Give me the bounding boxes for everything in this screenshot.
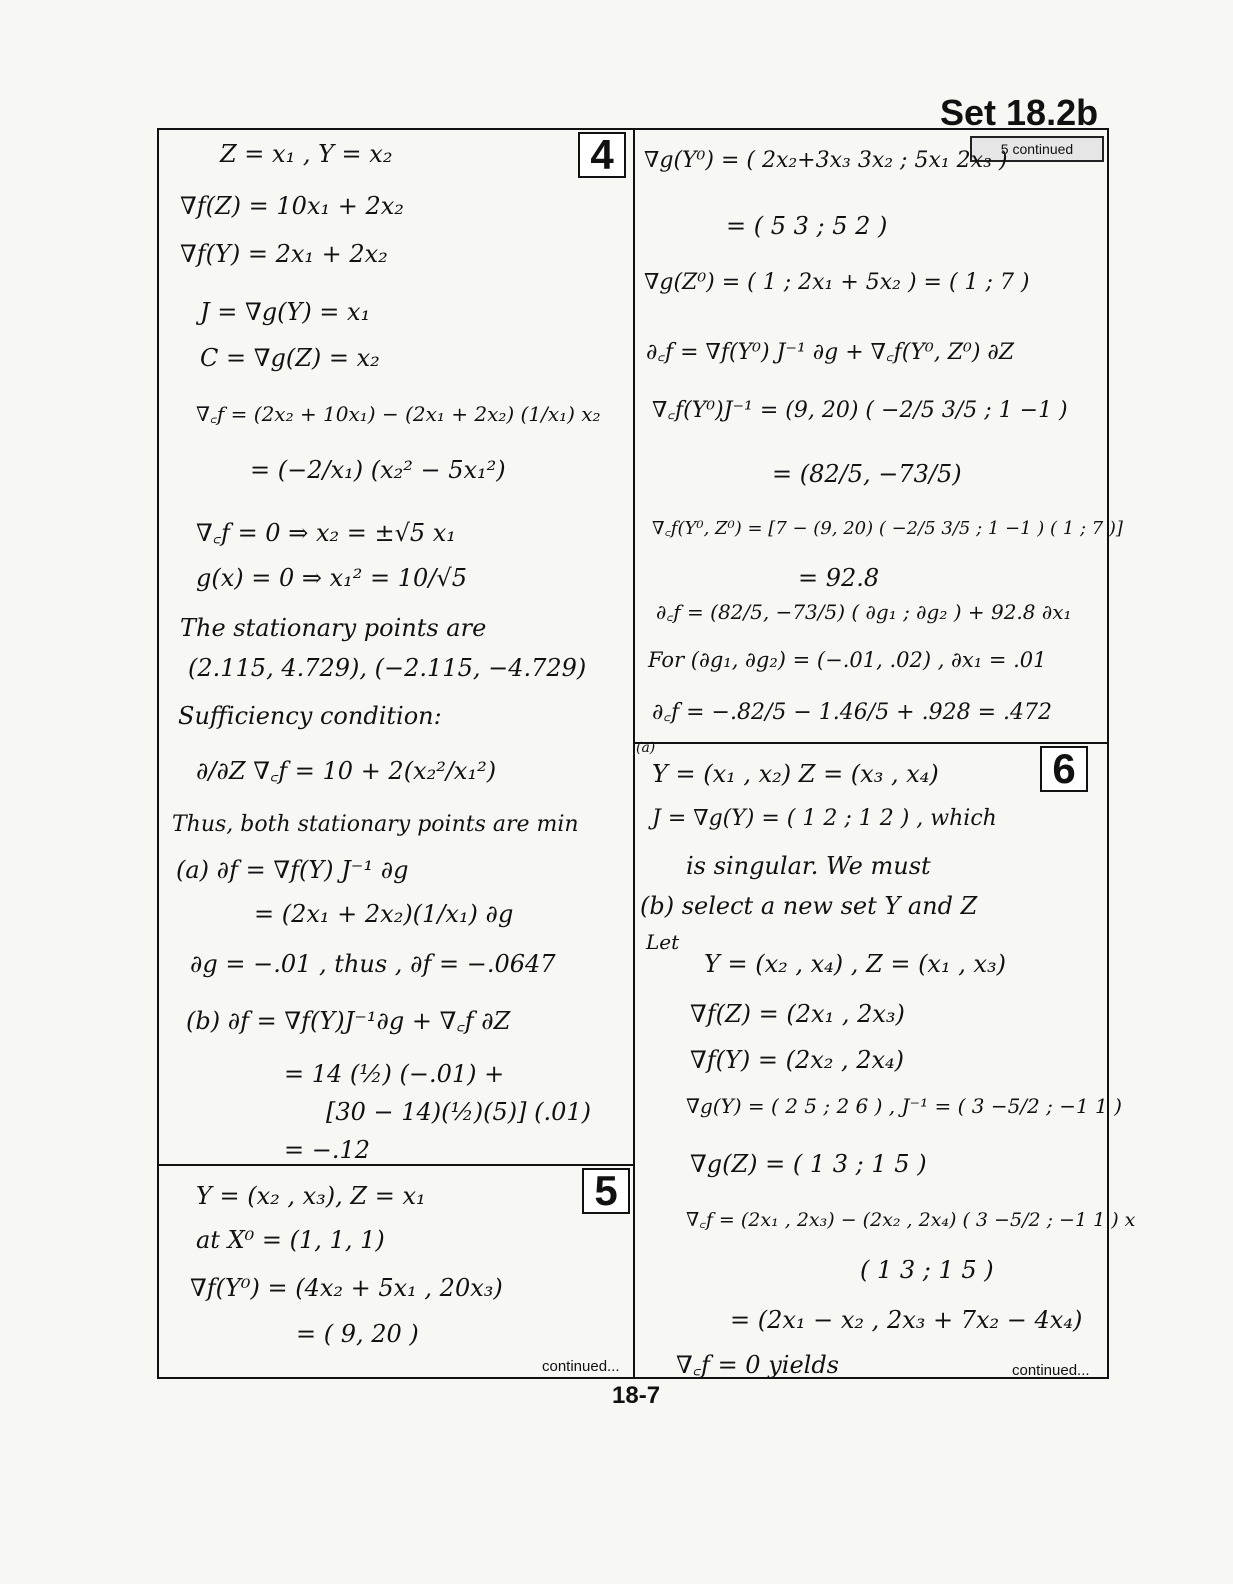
p4-line: = (2x₁ + 2x₂)(1/x₁) ∂g bbox=[254, 900, 514, 928]
p5-line: at X⁰ = (1, 1, 1) bbox=[196, 1226, 385, 1254]
p4-line: C = ∇g(Z) = x₂ bbox=[200, 344, 380, 372]
p5c-line: ∇꜀f(Y⁰, Z⁰) = [7 − (9, 20) ( −2/5 3/5 ; 1 −1 ) ( 1 ; 7 )] bbox=[652, 518, 1123, 539]
p6-line: ∇f(Y) = (2x₂ , 2x₄) bbox=[690, 1046, 905, 1074]
p6-line: Y = (x₁ , x₂) Z = (x₃ , x₄) bbox=[652, 760, 939, 788]
p5c-line: ∂꜀f = (82/5, −73/5) ( ∂g₁ ; ∂g₂ ) + 92.8 ∂x₁ bbox=[656, 600, 1072, 624]
p5-line: Y = (x₂ , x₃), Z = x₁ bbox=[196, 1182, 426, 1210]
p6-line: (b) select a new set Y and Z bbox=[640, 892, 978, 920]
p4-line: J = ∇g(Y) = x₁ bbox=[200, 298, 371, 326]
p4-line: Z = x₁ , Y = x₂ bbox=[220, 140, 393, 168]
p4-line: ∇꜀f = (2x₂ + 10x₁) − (2x₁ + 2x₂) (1/x₁) x₂ bbox=[196, 402, 601, 426]
p4-line: g(x) = 0 ⇒ x₁² = 10/√5 bbox=[196, 564, 467, 592]
problem-4-number: 4 bbox=[578, 132, 626, 178]
problem-6-number: 6 bbox=[1040, 746, 1088, 792]
p6-line: ∇g(Y) = ( 2 5 ; 2 6 ) , J⁻¹ = ( 3 −5/2 ; −1 1 ) bbox=[686, 1094, 1122, 1118]
p4-line: ∇f(Y) = 2x₁ + 2x₂ bbox=[180, 240, 388, 268]
set-title: Set 18.2b bbox=[940, 92, 1099, 133]
p5c-line: ∂꜀f = ∇f(Y⁰) J⁻¹ ∂g + ∇꜀f(Y⁰, Z⁰) ∂Z bbox=[646, 340, 1015, 365]
p5c-line: = (82/5, −73/5) bbox=[772, 460, 962, 488]
p4-line: Sufficiency condition: bbox=[178, 702, 442, 730]
page-number: 18-7 bbox=[612, 1382, 661, 1409]
p5c-line: ∇g(Z⁰) = ( 1 ; 2x₁ + 5x₂ ) = ( 1 ; 7 ) bbox=[644, 270, 1030, 295]
p6-line: Y = (x₂ , x₄) , Z = (x₁ , x₃) bbox=[704, 950, 1006, 978]
p6-line: = (2x₁ − x₂ , 2x₃ + 7x₂ − 4x₄) bbox=[730, 1306, 1083, 1334]
p6-line: J = ∇g(Y) = ( 1 2 ; 1 2 ) , which bbox=[652, 806, 997, 831]
p4-line: ∇꜀f = 0 ⇒ x₂ = ±√5 x₁ bbox=[196, 519, 456, 547]
p4-line: [30 − 14)(½)(5)] (.01) bbox=[326, 1098, 592, 1126]
p5c-line: ∇g(Y⁰) = ( 2x₂+3x₃ 3x₂ ; 5x₁ 2x₃ ) bbox=[644, 148, 1008, 173]
p4-line: = −.12 bbox=[284, 1136, 371, 1164]
p6-line: ∇g(Z) = ( 1 3 ; 1 5 ) bbox=[690, 1150, 927, 1178]
p4-line: = (−2/x₁) (x₂² − 5x₁²) bbox=[250, 456, 506, 484]
p5c-line: = ( 5 3 ; 5 2 ) bbox=[726, 212, 888, 240]
p5-line: = ( 9, 20 ) bbox=[296, 1320, 419, 1348]
p5c-line: For (∂g₁, ∂g₂) = (−.01, .02) , ∂x₁ = .01 bbox=[648, 648, 1047, 672]
p6-line: ( 1 3 ; 1 5 ) bbox=[860, 1256, 994, 1284]
p5c-line: ∇꜀f(Y⁰)J⁻¹ = (9, 20) ( −2/5 3/5 ; 1 −1 ) bbox=[652, 398, 1068, 423]
column-divider bbox=[633, 128, 635, 1379]
p4-line: Thus, both stationary points are min bbox=[172, 812, 579, 837]
p4-line: (a) ∂f = ∇f(Y) J⁻¹ ∂g bbox=[176, 856, 409, 884]
divider-p5-p6 bbox=[633, 742, 1109, 744]
p5c-line: ∂꜀f = −.82/5 − 1.46/5 + .928 = .472 bbox=[652, 700, 1053, 725]
p4-line: The stationary points are bbox=[180, 614, 487, 642]
p6-line: (a) bbox=[636, 740, 656, 756]
p4-line: ∂g = −.01 , thus , ∂f = −.0647 bbox=[190, 950, 556, 978]
p5-line: ∇f(Y⁰) = (4x₂ + 5x₁ , 20x₃) bbox=[190, 1274, 503, 1302]
p6-continued: continued... bbox=[1012, 1362, 1090, 1379]
p4-line: ∇f(Z) = 10x₁ + 2x₂ bbox=[180, 192, 404, 220]
p4-line: (b) ∂f = ∇f(Y)J⁻¹∂g + ∇꜀f ∂Z bbox=[186, 1007, 511, 1035]
continued-badge: 5 continued bbox=[970, 136, 1104, 162]
p6-line: is singular. We must bbox=[686, 852, 931, 880]
p6-line: ∇f(Z) = (2x₁ , 2x₃) bbox=[690, 1000, 905, 1028]
p4-line: = 14 (½) (−.01) + bbox=[284, 1060, 505, 1088]
p6-line: Let bbox=[646, 930, 680, 954]
problem-5-number: 5 bbox=[582, 1168, 630, 1214]
p5c-line: = 92.8 bbox=[798, 564, 880, 592]
p6-line: ∇꜀f = (2x₁ , 2x₃) − (2x₂ , 2x₄) ( 3 −5/2 ; −1 1 ) x bbox=[686, 1209, 1136, 1231]
p4-line: ∂/∂Z ∇꜀f = 10 + 2(x₂²/x₁²) bbox=[196, 757, 497, 785]
p5-continued: continued... bbox=[542, 1358, 620, 1375]
p4-line: (2.115, 4.729), (−2.115, −4.729) bbox=[188, 654, 587, 682]
p6-line: ∇꜀f = 0 yields bbox=[676, 1351, 840, 1379]
divider-p4-p5 bbox=[157, 1164, 634, 1166]
